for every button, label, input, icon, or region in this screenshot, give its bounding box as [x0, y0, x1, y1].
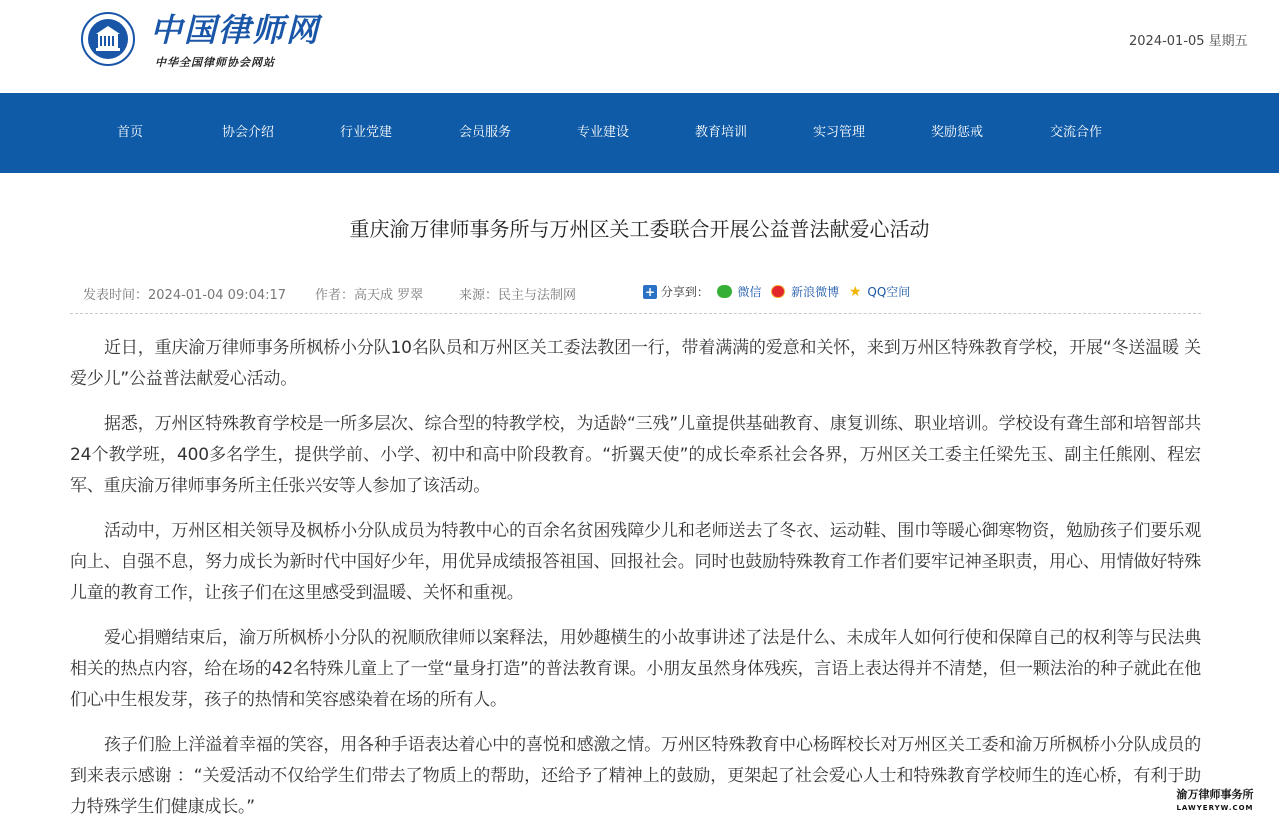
- article-paragraph: 爱心捐赠结束后，渝万所枫桥小分队的祝顺欣律师以案释法，用妙趣横生的小故事讲述了法是什么、未成年人如何行使和保障自己的权利等与民法典相关的热点内容，给在场的42名特殊儿童上了一堂“量身打造”的普法教育课。小朋友虽然身体残疾，言语上表达得并不清楚，但一颗法治的种子就此在他们心中生根发芽，孩子的热情和笑容感染着在场的所有人。: [70, 628, 1201, 710]
- share-qzone-link[interactable]: QQ空间: [867, 285, 911, 299]
- site-logo-subtitle: 中华全国律师协会网站: [155, 56, 275, 69]
- nav-item-education[interactable]: 教育培训: [694, 125, 748, 140]
- wechat-icon[interactable]: [717, 285, 732, 298]
- article-body: [70, 333, 1201, 837]
- article-paragraph: 近日，重庆渝万律师事务所枫桥小分队10名队员和万州区关工委法教团一行，带着满满的爱意和关怀，来到万州区特殊教育学校，开展“冬送温暖 关爱少儿”公益普法献爱心活动。: [70, 338, 1201, 389]
- site-logo-title[interactable]: 中国律师网: [150, 11, 321, 49]
- nav-item-professional[interactable]: 专业建设: [576, 125, 630, 140]
- meta-divider: [70, 313, 1201, 314]
- qzone-star-icon[interactable]: ★: [849, 283, 862, 300]
- publish-time: 发表时间：2024-01-04 09:04:17: [83, 288, 287, 303]
- weibo-icon[interactable]: [771, 285, 785, 298]
- share-weibo-link[interactable]: 新浪微博: [791, 285, 840, 299]
- article-title: 重庆渝万律师事务所与万州区关工委联合开展公益普法献爱心活动: [349, 217, 930, 241]
- article-author: 作者：高天成 罗翠: [315, 288, 424, 303]
- lawyers-association-emblem-icon[interactable]: [80, 12, 136, 66]
- watermark-name: 渝万律师事务所: [1176, 788, 1254, 801]
- nav-item-exchange[interactable]: 交流合作: [1049, 125, 1103, 140]
- watermark: [1169, 787, 1261, 819]
- nav-item-home[interactable]: 首页: [116, 125, 144, 140]
- share-wechat-link[interactable]: 微信: [737, 285, 762, 299]
- share-bar: [643, 283, 910, 301]
- nav-item-internship[interactable]: 实习管理: [812, 125, 866, 140]
- watermark-domain: LAWYERYW.COM: [1176, 804, 1254, 812]
- nav-item-party-building[interactable]: 行业党建: [339, 125, 393, 140]
- article-paragraph: 据悉，万州区特殊教育学校是一所多层次、综合型的特教学校，为适龄“三残”儿童提供基础教育、康复训练、职业培训。学校设有聋生部和培智部共24个教学班，400多名学生，提供学前、小学、初中和高中阶段教育。“折翼天使”的成长牵系社会各界，万州区关工委主任梁先玉、副主任熊刚、程宏军、重庆渝万律师事务所主任张兴安等人参加了该活动。: [70, 414, 1201, 496]
- nav-item-about[interactable]: 协会介绍: [221, 125, 275, 140]
- current-date: 2024-01-05 星期五: [1129, 34, 1248, 49]
- site-header: [0, 0, 1279, 93]
- nav-item-member-services[interactable]: 会员服务: [458, 125, 512, 140]
- article-paragraph: 孩子们脸上洋溢着幸福的笑容，用各种手语表达着心中的喜悦和感激之情。万州区特殊教育中心杨晖校长对万州区关工委和渝万所枫桥小分队成员的到来表示感谢 ：“关爱活动不仅给学生们带去了物质上的帮助，还给予了精神上的鼓励，更架起了社会爱心人士和特殊教育学校师生的连心桥，有利于助力特殊学生们健康成长。”: [70, 735, 1201, 817]
- nav-item-rewards[interactable]: 奖励惩戒: [930, 125, 984, 140]
- share-label: 分享到：: [660, 285, 709, 299]
- main-nav: [0, 93, 1279, 173]
- article-source: 来源：民主与法制网: [459, 288, 577, 303]
- share-plus-icon[interactable]: +: [644, 284, 656, 299]
- article-paragraph: 活动中，万州区相关领导及枫桥小分队成员为特教中心的百余名贫困残障少儿和老师送去了冬衣、运动鞋、围巾等暖心御寒物资，勉励孩子们要乐观向上、自强不息，努力成长为新时代中国好少年，用优异成绩报答祖国、回报社会。同时也鼓励特殊教育工作者们要牢记神圣职责，用心、用情做好特殊儿童的教育工作，让孩子们在这里感受到温暖、关怀和重视。: [70, 521, 1201, 603]
